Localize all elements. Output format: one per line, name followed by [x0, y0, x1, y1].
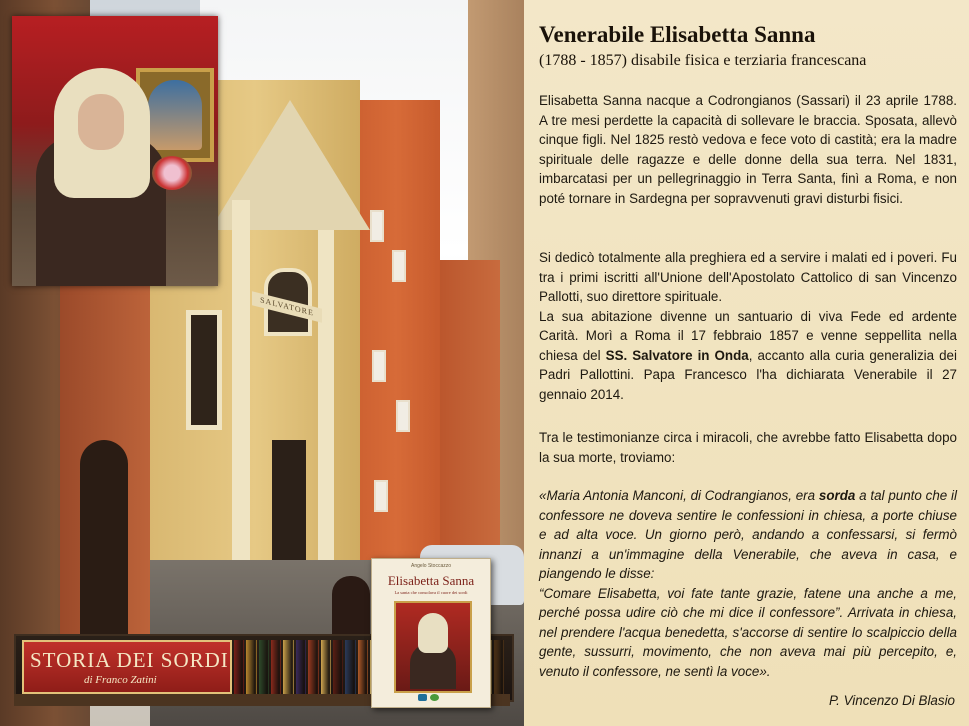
- page-title: Venerabile Elisabetta Sanna: [539, 22, 816, 47]
- signature: P. Vincenzo Di Blasio: [828, 693, 955, 708]
- banner-title: STORIA DEI SORDI: [30, 648, 229, 672]
- flowers: [152, 156, 192, 190]
- testimony-pre: «Maria Antonia Manconi, di Codrangianos, era: [539, 488, 819, 503]
- book-spine: [296, 640, 306, 694]
- publisher-logo: [418, 694, 427, 701]
- book-title: Elisabetta Sanna: [387, 573, 475, 588]
- window: [370, 210, 384, 242]
- book-spine: [246, 640, 256, 694]
- window: [396, 400, 410, 432]
- book-spine: [358, 640, 368, 694]
- bio-paragraph-3: Tra le testimonianze circa i miracoli, che avrebbe fatto Elisabetta dopo la sua morte, troviamo:: [539, 430, 957, 465]
- window: [392, 250, 406, 282]
- text-panel: [524, 0, 969, 726]
- book-spine: [271, 640, 281, 694]
- bio-paragraph-2b-pre: La sua abitazione divenne un santuario di viva Fede ed ardente Carità. Morì a Roma il 17 febbraio 1857 e venne seppellita nella chiesa del: [539, 308, 957, 363]
- book-spine: [308, 640, 318, 694]
- testimony-post: a tal punto che il confessore ne doveva sentire le confessioni in chiesa, a porte chiuse e ad alta voce. Un giorno però, andando a confessarsi, si fermò innanzi a un'immagine della Venerabile, che aveva in casa, e piangendo le disse:: [539, 488, 957, 581]
- church-window: [186, 310, 222, 430]
- publisher-logo: [430, 694, 439, 701]
- miracle-testimony: [539, 486, 957, 681]
- testimony-quote: “Comare Elisabetta, voi fate tante grazie, fatene una anche a me, perché possa udire ciò che mi dice il confessore”. Arrivata in chiesa, nel prendere l'acqua benedetta, s'accorse di sentire lo scalpiccio della gente, sussurri, movimento, che non aveva mai più percepito, e, venuto il confessore, ne sentì la voce».: [539, 585, 957, 679]
- building-orange-far: [430, 260, 500, 560]
- book-author: Angelo Stoccazzo: [410, 563, 452, 569]
- church-sign: SALVATORE: [252, 291, 322, 322]
- window: [374, 480, 388, 512]
- bio-paragraph-2a: Si dedicò totalmente alla preghiera ed a servire i malati ed i poveri. Fu tra i primi iscritti all'Unione dell'Apostolato Cattolico di san Vincenzo Pallotti, suo direttore spirituale.: [539, 250, 957, 304]
- bio-paragraph-2: [539, 248, 957, 404]
- archway: [80, 440, 128, 640]
- book-spine: [345, 640, 355, 694]
- book-spine: [259, 640, 269, 694]
- book-spine: [494, 640, 504, 694]
- book-cover: [371, 558, 491, 708]
- bio-paragraph-2b-post: , accanto alla curia generalizia dei Padri Pallottini. Papa Francesco l'ha dichiarata Venerabile il 27 gennaio 2014.: [539, 347, 957, 402]
- book-spine: [321, 640, 331, 694]
- book-spine: [333, 640, 343, 694]
- window: [372, 350, 386, 382]
- banner-subtitle: di Franco Zatini: [84, 674, 157, 686]
- book-spine: [283, 640, 293, 694]
- portrait-face: [78, 94, 124, 150]
- book-subtitle: La santa che consolava il cuore dei sordi: [394, 590, 468, 595]
- page-subtitle: (1788 - 1857) disabile fisica e terziaria francescana: [539, 52, 867, 69]
- testimony-bold: sorda: [818, 488, 856, 503]
- bio-paragraph-1: Elisabetta Sanna nacque a Codrongianos (Sassari) il 23 aprile 1788. A tre mesi perdette la capacità di sollevare le braccia. Sposata, allevò cinque figli. Nel 1825 restò vedova e fece voto di castità; era la madre spirituale delle ragazze e delle donne della sua terra. Nel 1831, imbarcatasi per un pellegrinaggio in Terra Santa, finì a Roma, e non poté tornare in Sardegna per sopravvenuti gravi disturbi fisici.: [539, 93, 957, 206]
- book-cover-image: [394, 601, 472, 693]
- book-spine: [234, 640, 244, 694]
- church-name: SS. Salvatore in Onda: [605, 347, 749, 363]
- portrait-painting: [12, 16, 218, 286]
